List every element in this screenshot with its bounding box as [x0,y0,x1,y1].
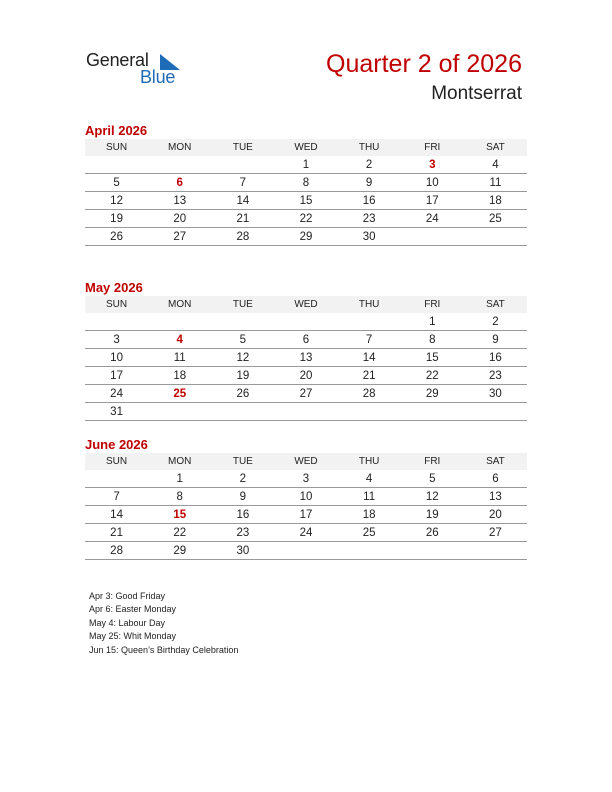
empty-day-cell [148,403,211,421]
month-title: June 2026 [85,437,148,452]
day-cell: 29 [274,228,337,246]
day-cell: 18 [464,192,527,210]
empty-day-cell [211,156,274,174]
day-cell: 22 [401,367,464,385]
day-cell: 2 [211,470,274,488]
holiday-day-cell: 3 [401,156,464,174]
week-row [85,385,527,403]
day-cell: 11 [338,488,401,506]
holiday-notes [89,590,238,657]
day-cell: 8 [148,488,211,506]
logo-word-general: General [86,50,149,70]
empty-day-cell [401,228,464,246]
day-cell: 20 [148,210,211,228]
empty-day-cell [211,403,274,421]
calendar-grid [85,139,527,246]
day-cell: 19 [211,367,274,385]
day-cell: 31 [85,403,148,421]
weekday-header: FRI [401,453,464,470]
holiday-day-cell: 25 [148,385,211,403]
week-row [85,403,527,421]
weekday-header: WED [274,453,337,470]
week-row [85,524,527,542]
weekday-header: THU [338,453,401,470]
day-cell: 12 [401,488,464,506]
day-cell: 9 [464,331,527,349]
empty-day-cell [401,542,464,560]
weekday-header: TUE [211,296,274,313]
month-may [85,279,527,421]
day-cell: 3 [85,331,148,349]
day-cell: 13 [464,488,527,506]
week-row [85,470,527,488]
day-cell: 16 [211,506,274,524]
day-cell: 24 [401,210,464,228]
month-june [85,436,527,560]
weekday-header: MON [148,453,211,470]
day-cell: 10 [85,349,148,367]
day-cell: 25 [338,524,401,542]
empty-day-cell [211,313,274,331]
holiday-note: Apr 3: Good Friday [89,591,166,601]
day-cell: 25 [464,210,527,228]
day-cell: 24 [85,385,148,403]
day-cell: 5 [85,174,148,192]
day-cell: 6 [274,331,337,349]
day-cell: 26 [85,228,148,246]
week-row [85,228,527,246]
day-cell: 13 [274,349,337,367]
weekday-header: MON [148,139,211,156]
week-row [85,156,527,174]
logo-word-blue: Blue [140,67,176,87]
day-cell: 7 [338,331,401,349]
weekday-header-row [85,296,527,313]
day-cell: 19 [85,210,148,228]
holiday-day-cell: 6 [148,174,211,192]
weekday-header: SUN [85,453,148,470]
weekday-header-row [85,453,527,470]
day-cell: 21 [85,524,148,542]
holiday-note: Apr 6: Easter Monday [89,604,177,615]
day-cell: 11 [464,174,527,192]
day-cell: 26 [211,385,274,403]
week-row [85,210,527,228]
day-cell: 17 [85,367,148,385]
day-cell: 9 [211,488,274,506]
day-cell: 1 [401,313,464,331]
week-row [85,331,527,349]
day-cell: 28 [85,542,148,560]
day-cell: 28 [211,228,274,246]
day-cell: 30 [338,228,401,246]
day-cell: 12 [211,349,274,367]
day-cell: 5 [401,470,464,488]
empty-day-cell [85,313,148,331]
empty-day-cell [401,403,464,421]
holiday-note: Jun 15: Queen’s Birthday Celebration [89,644,239,655]
day-cell: 8 [274,174,337,192]
day-cell: 2 [464,313,527,331]
day-cell: 23 [211,524,274,542]
day-cell: 23 [464,367,527,385]
day-cell: 19 [401,506,464,524]
day-cell: 3 [274,470,337,488]
empty-day-cell [148,156,211,174]
day-cell: 28 [338,385,401,403]
day-cell: 21 [338,367,401,385]
day-cell: 27 [148,228,211,246]
day-cell: 11 [148,349,211,367]
calendar-grid [85,453,527,560]
day-cell: 1 [148,470,211,488]
day-cell: 14 [85,506,148,524]
week-row [85,192,527,210]
day-cell: 22 [274,210,337,228]
week-row [85,367,527,385]
empty-day-cell [85,156,148,174]
day-cell: 30 [464,385,527,403]
empty-day-cell [338,542,401,560]
day-cell: 21 [211,210,274,228]
logo [86,50,196,90]
day-cell: 4 [464,156,527,174]
week-row [85,506,527,524]
weekday-header: FRI [401,296,464,313]
weekday-header: TUE [211,453,274,470]
weekday-header: SAT [464,139,527,156]
empty-day-cell [274,403,337,421]
day-cell: 7 [85,488,148,506]
day-cell: 13 [148,192,211,210]
day-cell: 16 [464,349,527,367]
day-cell: 22 [148,524,211,542]
week-row [85,488,527,506]
day-cell: 29 [148,542,211,560]
day-cell: 10 [401,174,464,192]
holiday-day-cell: 4 [148,331,211,349]
day-cell: 20 [464,506,527,524]
empty-day-cell [338,313,401,331]
empty-day-cell [274,542,337,560]
empty-day-cell [338,403,401,421]
empty-day-cell [464,228,527,246]
day-cell: 2 [338,156,401,174]
day-cell: 15 [401,349,464,367]
day-cell: 5 [211,331,274,349]
weekday-header: TUE [211,139,274,156]
day-cell: 30 [211,542,274,560]
weekday-header: MON [148,296,211,313]
day-cell: 4 [338,470,401,488]
day-cell: 9 [338,174,401,192]
weekday-header: THU [338,139,401,156]
day-cell: 7 [211,174,274,192]
day-cell: 10 [274,488,337,506]
day-cell: 27 [274,385,337,403]
empty-day-cell [464,542,527,560]
day-cell: 1 [274,156,337,174]
empty-day-cell [148,313,211,331]
week-row [85,542,527,560]
weekday-header: SAT [464,453,527,470]
holiday-note: May 4: Labour Day [89,617,166,628]
month-title: April 2026 [85,123,148,138]
day-cell: 24 [274,524,337,542]
day-cell: 17 [274,506,337,524]
holiday-day-cell: 15 [148,506,211,524]
day-cell: 18 [148,367,211,385]
month-title: May 2026 [85,280,143,295]
day-cell: 17 [401,192,464,210]
calendar-grid [85,296,527,421]
day-cell: 14 [338,349,401,367]
empty-day-cell [85,470,148,488]
empty-day-cell [274,313,337,331]
week-row [85,313,527,331]
week-row [85,174,527,192]
holiday-note: May 25: Whit Monday [89,631,177,642]
empty-day-cell [464,403,527,421]
day-cell: 16 [338,192,401,210]
weekday-header: FRI [401,139,464,156]
weekday-header: SAT [464,296,527,313]
month-april [85,122,527,246]
weekday-header: THU [338,296,401,313]
day-cell: 12 [85,192,148,210]
week-row [85,349,527,367]
day-cell: 29 [401,385,464,403]
day-cell: 8 [401,331,464,349]
weekday-header: SUN [85,139,148,156]
weekday-header: WED [274,139,337,156]
day-cell: 6 [464,470,527,488]
day-cell: 20 [274,367,337,385]
day-cell: 14 [211,192,274,210]
day-cell: 23 [338,210,401,228]
page-title: Quarter 2 of 2026 [326,50,522,78]
day-cell: 15 [274,192,337,210]
day-cell: 27 [464,524,527,542]
weekday-header: SUN [85,296,148,313]
day-cell: 26 [401,524,464,542]
day-cell: 18 [338,506,401,524]
weekday-header: WED [274,296,337,313]
weekday-header-row [85,139,527,156]
country-name: Montserrat [431,83,522,104]
